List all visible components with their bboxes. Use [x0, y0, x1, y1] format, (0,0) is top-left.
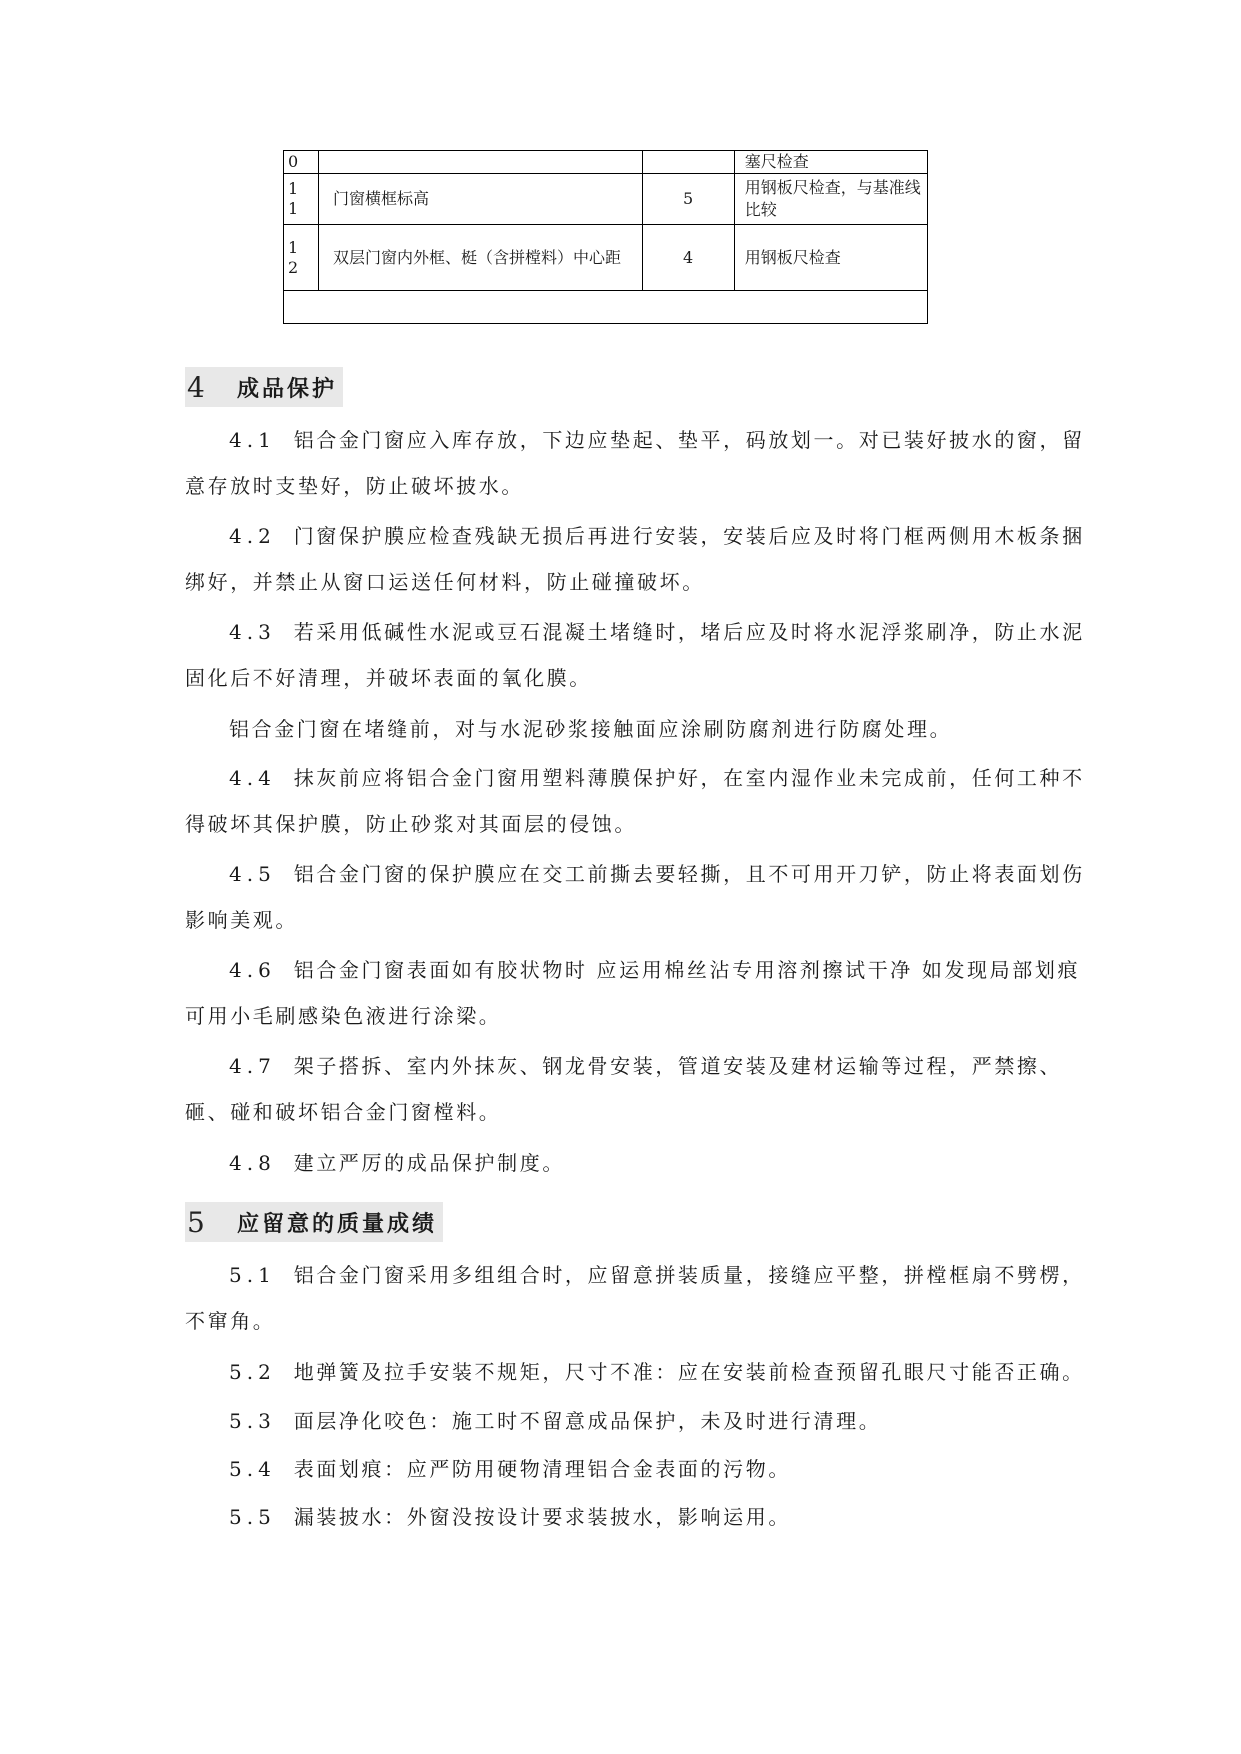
inspection-item: 双层门窗内外框、梃（含拼樘料）中心距	[319, 225, 643, 291]
table-row-empty	[284, 291, 928, 324]
quality-inspection-table	[283, 150, 928, 324]
row-number: 1 2	[284, 225, 319, 291]
paragraph-4-1: 4.1 铝合金门窗应入库存放，下边应垫起、垫平，码放划一。对已装好披水的窗，留意存放时支垫好，防止破坏披水。	[185, 428, 1085, 498]
paragraph-4-7: 4.7 架子搭拆、室内外抹灰、钢龙骨安装，管道安装及建材运输等过程，严禁擦、砸、碰和破坏铝合金门窗樘料。	[185, 1054, 1063, 1124]
allowed-deviation: 5	[642, 174, 734, 225]
paragraph-5-5: 5.5 漏装披水：外窗没按设计要求装披水，影响运用。	[229, 1505, 791, 1529]
paragraph-5-1: 5.1 铝合金门窗采用多组组合时，应留意拼装质量，接缝应平整，拼樘框扇不劈楞，不窜角。	[185, 1263, 1085, 1333]
inspection-item	[319, 151, 643, 174]
paragraph-4-3: 4.3 若采用低碱性水泥或豆石混凝土堵缝时，堵后应及时将水泥浮浆刷净，防止水泥固化后不好清理，并破坏表面的氧化膜。	[185, 620, 1085, 690]
empty-cell	[284, 291, 928, 324]
row-number: 1 1	[284, 174, 319, 225]
row-number: 0	[284, 151, 319, 174]
paragraph-4-5: 4.5 铝合金门窗的保护膜应在交工前撕去要轻撕，且不可用开刀铲，防止将表面划伤影响美观。	[185, 862, 1085, 932]
paragraph-4-4: 4.4 抹灰前应将铝合金门窗用塑料薄膜保护好，在室内湿作业未完成前，任何工种不得破坏其保护膜，防止砂浆对其面层的侵蚀。	[185, 766, 1085, 836]
section-title: 应留意的质量成绩	[237, 1211, 438, 1237]
section-number: 4	[187, 370, 205, 404]
inspection-method: 塞尺检查	[734, 151, 927, 174]
section-4-heading	[185, 367, 343, 407]
inspection-method: 用钢板尺检查	[734, 225, 927, 291]
paragraph-4-3-note: 铝合金门窗在堵缝前，对与水泥砂浆接触面应涂刷防腐剂进行防腐处理。	[229, 717, 953, 741]
section-5-heading	[185, 1202, 443, 1242]
paragraph-5-2: 5.2 地弹簧及拉手安装不规矩，尺寸不准：应在安装前检查预留孔眼尺寸能否正确。	[229, 1360, 1085, 1384]
table-row	[284, 174, 928, 225]
paragraph-5-3: 5.3 面层净化咬色：施工时不留意成品保护，未及时进行清理。	[229, 1409, 882, 1433]
paragraph-5-4: 5.4 表面划痕：应严防用硬物清理铝合金表面的污物。	[229, 1457, 791, 1481]
section-number: 5	[187, 1205, 205, 1239]
allowed-deviation	[642, 151, 734, 174]
table-row	[284, 225, 928, 291]
paragraph-4-8: 4.8 建立严厉的成品保护制度。	[229, 1151, 565, 1175]
allowed-deviation: 4	[642, 225, 734, 291]
inspection-item: 门窗横框标高	[319, 174, 643, 225]
table-row	[284, 151, 928, 174]
paragraph-4-2: 4.2 门窗保护膜应检查残缺无损后再进行安装，安装后应及时将门框两侧用木板条捆绑好，并禁止从窗口运送任何材料，防止碰撞破坏。	[185, 524, 1085, 594]
section-title: 成品保护	[237, 376, 338, 402]
paragraph-4-6: 4.6 铝合金门窗表面如有胶状物时 应运用棉丝沾专用溶剂擦试干净 如发现局部划痕可用小毛刷感染色液进行涂梁。	[185, 958, 1081, 1028]
inspection-method: 用钢板尺检查，与基准线比较	[734, 174, 927, 225]
